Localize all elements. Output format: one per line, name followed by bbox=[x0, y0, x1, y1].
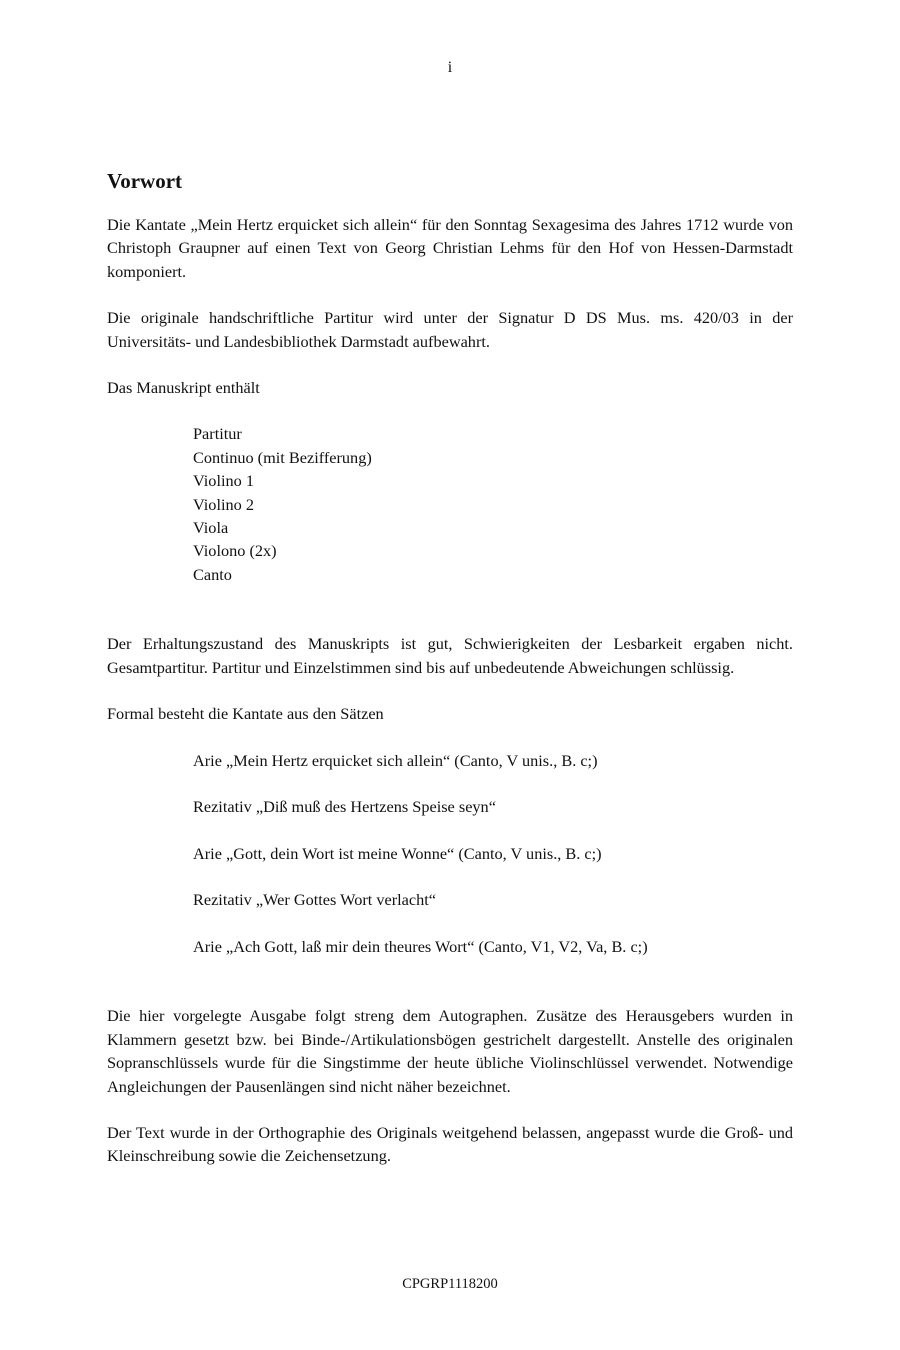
paragraph-condition: Der Erhaltungszustand des Manuskripts ist gut, Schwierigkeiten der Lesbarkeit ergaben nicht. Gesamtpartitur. Partitur und Einzelstimmen sind bis auf unbedeutende Abweichungen schlüssig. bbox=[107, 634, 793, 677]
movement-item: Arie „Mein Hertz erquicket sich allein“ (Canto, V unis., B. c;) bbox=[193, 750, 598, 770]
paragraph-intro: Die Kantate „Mein Hertz erquicket sich allein“ für den Sonntag Sexagesima des Jahres 1712 wurde von Christoph Graupner auf einen Text von Georg Christian Lehms für den Hof von Hessen-Darmstadt komponiert. bbox=[107, 215, 793, 281]
list-item: Continuo (mit Bezifferung) bbox=[193, 447, 372, 467]
movement-item: Rezitativ „Diß muß des Hertzens Speise seyn“ bbox=[193, 797, 496, 817]
movements-list bbox=[107, 749, 793, 959]
parts-list bbox=[107, 422, 793, 586]
page-title: Vorwort bbox=[107, 169, 183, 193]
paragraph-edition: Die hier vorgelegte Ausgabe folgt streng dem Autographen. Zusätze des Herausgebers wurden in Klammern gesetzt bzw. bei Binde-/Artikulationsbögen gestrichelt dargestellt. Anstelle des originalen Sopranschlüssels wurde für die Singstimme der heute übliche Violinschlüssel verwendet. Notwendige Angleichungen der Pausenlängen sind nicht näher bezeichnet. bbox=[107, 1006, 793, 1096]
list-item: Violono (2x) bbox=[193, 541, 277, 561]
footer-code: CPGRP1118200 bbox=[402, 1276, 498, 1292]
list-item: Viola bbox=[193, 518, 229, 538]
list-item: Violino 2 bbox=[193, 494, 254, 514]
paragraph-text-note: Der Text wurde in der Orthographie des Originals weitgehend belassen, angepasst wurde die Groß- und Kleinschreibung sowie die Zeichensetzung. bbox=[107, 1122, 793, 1166]
movement-item: Arie „Gott, dein Wort ist meine Wonne“ (Canto, V unis., B. c;) bbox=[193, 843, 602, 863]
list-item: Canto bbox=[193, 564, 232, 584]
paragraph-movements-intro: Formal besteht die Kantate aus den Sätzen bbox=[107, 704, 384, 724]
list-item: Violino 1 bbox=[193, 471, 254, 491]
page-number: i bbox=[447, 59, 453, 76]
movement-item: Arie „Ach Gott, laß mir dein theures Wort“ (Canto, V1, V2, Va, B. c;) bbox=[193, 936, 648, 956]
list-item: Partitur bbox=[193, 424, 242, 444]
paragraph-source: Die originale handschriftliche Partitur wird unter der Signatur D DS Mus. ms. 420/03 in der Universitäts- und Landesbibliothek Darmstadt aufbewahrt. bbox=[107, 308, 793, 351]
paragraph-manuscript-intro: Das Manuskript enthält bbox=[107, 378, 260, 398]
page-content bbox=[107, 168, 793, 1168]
movement-item: Rezitativ „Wer Gottes Wort verlacht“ bbox=[193, 890, 437, 910]
